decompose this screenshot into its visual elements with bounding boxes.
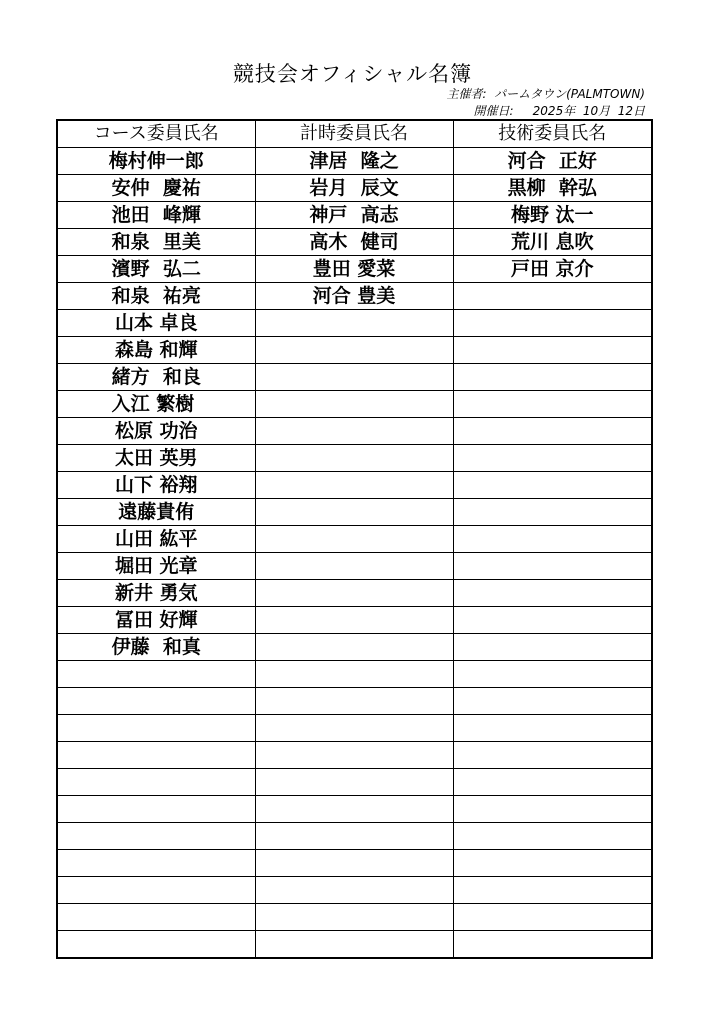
technical-official-name: 荒川 息吹	[453, 229, 652, 256]
table-row	[57, 580, 652, 607]
technical-official-name	[453, 715, 652, 742]
table-row	[57, 445, 652, 472]
course-official-name: 和泉 里美	[57, 229, 255, 256]
technical-official-name	[453, 688, 652, 715]
timing-official-name	[255, 931, 453, 959]
technical-official-name: 戸田 京介	[453, 256, 652, 283]
timing-official-name	[255, 877, 453, 904]
technical-official-name	[453, 310, 652, 337]
course-official-name: 冨田 好輝	[57, 607, 255, 634]
course-official-name: 山田 紘平	[57, 526, 255, 553]
technical-official-name	[453, 796, 652, 823]
table-row	[57, 499, 652, 526]
timing-official-name: 神戸 高志	[255, 202, 453, 229]
course-official-name	[57, 715, 255, 742]
course-official-name: 森島 和輝	[57, 337, 255, 364]
table-row	[57, 796, 652, 823]
technical-official-name	[453, 742, 652, 769]
timing-official-name	[255, 850, 453, 877]
table-row	[57, 904, 652, 931]
course-official-name	[57, 850, 255, 877]
timing-official-name: 河合 豊美	[255, 283, 453, 310]
table-row	[57, 850, 652, 877]
technical-official-name	[453, 364, 652, 391]
course-official-name: 遠藤貴侑	[57, 499, 255, 526]
header-technical-officials: 技術委員氏名	[453, 120, 652, 148]
technical-official-name	[453, 391, 652, 418]
timing-official-name	[255, 526, 453, 553]
table-row	[57, 148, 652, 175]
technical-official-name	[453, 823, 652, 850]
table-row	[57, 337, 652, 364]
course-official-name: 池田 峰輝	[57, 202, 255, 229]
timing-official-name	[255, 445, 453, 472]
timing-official-name: 豊田 愛菜	[255, 256, 453, 283]
table-row	[57, 310, 652, 337]
timing-official-name: 高木 健司	[255, 229, 453, 256]
table-row	[57, 931, 652, 959]
table-row	[57, 877, 652, 904]
roster-body	[57, 148, 652, 959]
course-official-name: 安仲 慶祐	[57, 175, 255, 202]
timing-official-name	[255, 607, 453, 634]
table-row	[57, 472, 652, 499]
course-official-name: 伊藤 和真	[57, 634, 255, 661]
technical-official-name: 河合 正好	[453, 148, 652, 175]
timing-official-name: 津居 隆之	[255, 148, 453, 175]
timing-official-name	[255, 634, 453, 661]
table-row	[57, 823, 652, 850]
event-date-line: 開催日: 2025年 10月 12日	[473, 104, 645, 118]
header-course-officials: コース委員氏名	[57, 120, 255, 148]
technical-official-name	[453, 931, 652, 959]
timing-official-name	[255, 823, 453, 850]
course-official-name: 和泉 祐亮	[57, 283, 255, 310]
officials-roster-table	[56, 119, 653, 959]
timing-official-name	[255, 688, 453, 715]
technical-official-name	[453, 769, 652, 796]
table-row	[57, 364, 652, 391]
timing-official-name	[255, 580, 453, 607]
technical-official-name	[453, 877, 652, 904]
technical-official-name	[453, 526, 652, 553]
timing-official-name	[255, 904, 453, 931]
course-official-name: 山下 裕翔	[57, 472, 255, 499]
table-row	[57, 742, 652, 769]
course-official-name: 堀田 光章	[57, 553, 255, 580]
course-official-name: 新井 勇気	[57, 580, 255, 607]
course-official-name	[57, 742, 255, 769]
table-row	[57, 661, 652, 688]
course-official-name	[57, 877, 255, 904]
course-official-name: 濱野 弘二	[57, 256, 255, 283]
timing-official-name	[255, 742, 453, 769]
table-row	[57, 688, 652, 715]
table-row	[57, 283, 652, 310]
table-row	[57, 715, 652, 742]
technical-official-name	[453, 850, 652, 877]
technical-official-name	[453, 418, 652, 445]
technical-official-name	[453, 445, 652, 472]
table-row	[57, 256, 652, 283]
technical-official-name	[453, 904, 652, 931]
table-row	[57, 391, 652, 418]
organizer-line: 主催者: パームタウン(PALMTOWN)	[446, 87, 645, 101]
timing-official-name	[255, 553, 453, 580]
technical-official-name	[453, 283, 652, 310]
technical-official-name	[453, 607, 652, 634]
technical-official-name	[453, 499, 652, 526]
technical-official-name	[453, 472, 652, 499]
timing-official-name	[255, 661, 453, 688]
timing-official-name	[255, 796, 453, 823]
technical-official-name: 黒柳 幹弘	[453, 175, 652, 202]
header-timing-officials: 計時委員氏名	[255, 120, 453, 148]
course-official-name	[57, 904, 255, 931]
course-official-name: 太田 英男	[57, 445, 255, 472]
course-official-name	[57, 796, 255, 823]
timing-official-name	[255, 337, 453, 364]
timing-official-name	[255, 769, 453, 796]
technical-official-name	[453, 553, 652, 580]
timing-official-name	[255, 364, 453, 391]
course-official-name	[57, 661, 255, 688]
timing-official-name: 岩月 辰文	[255, 175, 453, 202]
table-row	[57, 607, 652, 634]
course-official-name: 松原 功治	[57, 418, 255, 445]
timing-official-name	[255, 472, 453, 499]
technical-official-name: 梅野 汰一	[453, 202, 652, 229]
technical-official-name	[453, 580, 652, 607]
timing-official-name	[255, 715, 453, 742]
table-row	[57, 526, 652, 553]
course-official-name	[57, 823, 255, 850]
table-row	[57, 418, 652, 445]
course-official-name	[57, 931, 255, 959]
table-row	[57, 175, 652, 202]
timing-official-name	[255, 391, 453, 418]
course-official-name	[57, 769, 255, 796]
technical-official-name	[453, 337, 652, 364]
header-row	[57, 120, 652, 148]
table-row	[57, 634, 652, 661]
technical-official-name	[453, 661, 652, 688]
document-title: 競技会オフィシャル名簿	[232, 62, 473, 86]
course-official-name: 山本 卓良	[57, 310, 255, 337]
course-official-name: 入江 繁樹	[57, 391, 255, 418]
table-row	[57, 229, 652, 256]
table-row	[57, 769, 652, 796]
course-official-name: 梅村伸一郎	[57, 148, 255, 175]
course-official-name: 緒方 和良	[57, 364, 255, 391]
technical-official-name	[453, 634, 652, 661]
timing-official-name	[255, 310, 453, 337]
table-row	[57, 553, 652, 580]
timing-official-name	[255, 418, 453, 445]
table-row	[57, 202, 652, 229]
timing-official-name	[255, 499, 453, 526]
course-official-name	[57, 688, 255, 715]
